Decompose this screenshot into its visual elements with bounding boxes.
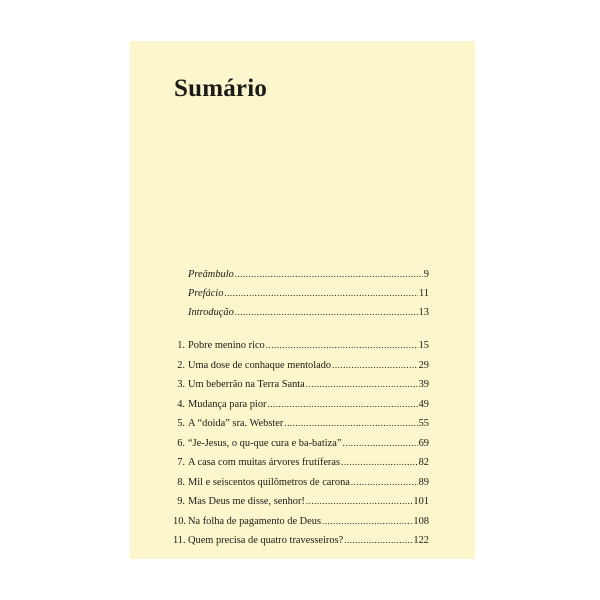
front-matter-list [173, 265, 429, 322]
chapter-list [173, 336, 429, 551]
toc-entry-title: Prefácio [188, 288, 224, 299]
toc-page-number: 13 [418, 307, 429, 318]
toc-entry [173, 473, 429, 493]
chapter-number: 6. [177, 437, 185, 449]
toc-entry-title: Pobre menino rico [188, 340, 265, 351]
toc-entry [173, 375, 429, 395]
dot-leader [351, 473, 418, 493]
toc-entry [173, 303, 429, 322]
toc-entry [173, 453, 429, 473]
toc-entry-title: Mas Deus me disse, senhor! [188, 496, 305, 507]
toc-entry-title: Mudança para pior [188, 398, 267, 410]
dot-leader [344, 531, 412, 551]
toc-entry [173, 284, 429, 303]
toc-entry [173, 531, 429, 551]
dot-leader [235, 303, 418, 322]
toc-entry [173, 356, 429, 376]
toc-entry [173, 265, 429, 284]
toc-entry [173, 336, 429, 356]
toc-page-number: 82 [418, 457, 429, 468]
dot-leader [342, 434, 417, 454]
dot-leader [322, 512, 412, 532]
toc-entry-title: Quem precisa de quatro travesseiros? [188, 535, 344, 546]
toc-page-number: 29 [418, 359, 429, 371]
chapter-number: 11. [173, 535, 186, 546]
chapter-number: 4. [177, 398, 185, 410]
chapter-number: 1. [177, 340, 185, 351]
toc-page-number: 11 [418, 288, 429, 299]
toc-page-number: 69 [418, 437, 429, 449]
toc-entry-title: Mil e seiscentos quilômetros de carona [188, 476, 350, 488]
toc-entry-title: Uma dose de conhaque mentolado [188, 359, 332, 371]
dot-leader [284, 414, 417, 434]
chapter-number: 8. [177, 476, 185, 488]
toc-page-number: 15 [418, 340, 429, 351]
chapter-number: 9. [177, 496, 185, 507]
dot-leader [332, 356, 417, 376]
chapter-number: 7. [177, 457, 185, 468]
toc-entry-title: “Je-Jesus, o qu-que cura e ba-batiza” [188, 437, 342, 449]
toc-entry-title: Um beberrão na Terra Santa [188, 379, 305, 390]
toc-page-number: 101 [413, 496, 429, 507]
toc-page-number: 89 [418, 476, 429, 488]
toc-entry-title: A casa com muitas árvores frutíferas [188, 457, 341, 468]
toc-page-number: 39 [418, 379, 429, 390]
dot-leader [266, 336, 418, 356]
toc-page-number: 55 [418, 418, 429, 429]
toc-entry-title: A “doida” sra. Webster [188, 418, 284, 429]
page-title: Sumário [174, 75, 268, 102]
chapter-number: 10. [173, 515, 186, 527]
chapter-number: 3. [177, 379, 185, 390]
toc-page-number: 9 [423, 269, 429, 280]
toc-page-number: 122 [413, 535, 429, 546]
dot-leader [224, 284, 418, 303]
dot-leader [341, 453, 418, 473]
toc-entry-title: Introdução [188, 307, 234, 318]
toc-entry-title: Na folha de pagamento de Deus [188, 515, 322, 527]
chapter-number: 2. [177, 359, 185, 371]
toc-entry [173, 414, 429, 434]
toc-entry [173, 395, 429, 415]
toc-page-number: 108 [413, 515, 429, 527]
dot-leader [306, 375, 418, 395]
chapter-number: 5. [177, 418, 185, 429]
dot-leader [306, 492, 413, 512]
toc-entry [173, 434, 429, 454]
toc-page-number: 49 [418, 398, 429, 410]
toc-entry-title: Preâmbulo [188, 269, 234, 280]
dot-leader [235, 265, 423, 284]
dot-leader [267, 395, 417, 415]
toc-entry [173, 512, 429, 532]
toc-entry [173, 492, 429, 512]
book-page [130, 41, 475, 559]
